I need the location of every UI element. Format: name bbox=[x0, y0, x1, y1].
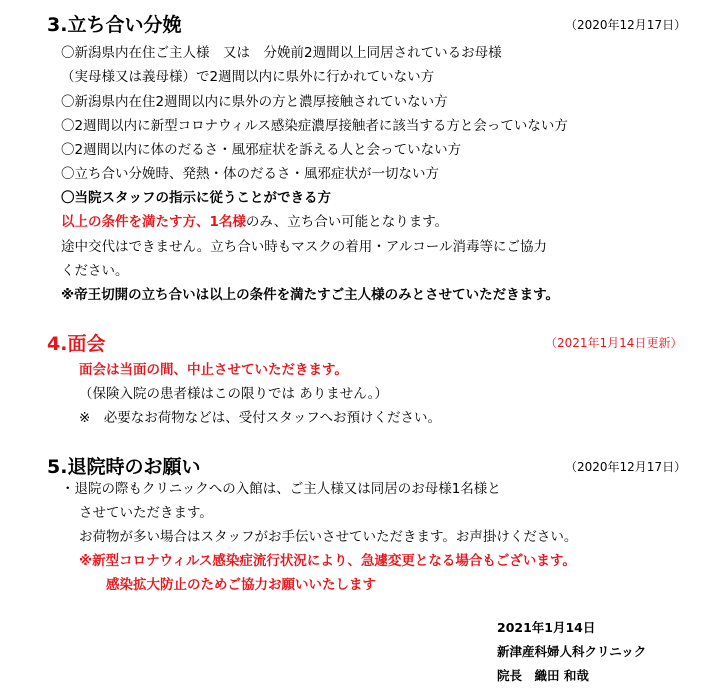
section4-suspended: 面会は当面の間、中止させていただきます。 bbox=[79, 362, 348, 378]
section3-note-1: 途中交代はできません。立ち合い時もマスクの着用・アルコール消毒等にご協力 bbox=[61, 239, 547, 255]
signature-date: 2021年1月14日 bbox=[497, 620, 596, 635]
section5-line-1: ・退院の際もクリニックへの入館は、ご主人様又は同居のお母様1名様と bbox=[61, 481, 501, 497]
section5-date: （2020年12月17日） bbox=[565, 460, 687, 474]
section3-line-2: （実母様又は義母様）で2週間以内に県外に行かれていない方 bbox=[61, 69, 435, 85]
section3-line-5: 〇2週間以内に体のだるさ・風邪症状を訴える人と会っていない方 bbox=[61, 142, 462, 158]
section5-cooperation: 感染拡大防止のためご協力お願いいたします bbox=[106, 577, 376, 593]
signature-clinic: 新津産科婦人科クリニック bbox=[497, 644, 647, 659]
signature-director: 院長 織田 和哉 bbox=[497, 668, 589, 683]
section3-date: （2020年12月17日） bbox=[565, 18, 687, 32]
section3-condition-rest: のみ、立ち合い可能となります。 bbox=[245, 214, 449, 230]
section5-heading: 5.退院時のお願い bbox=[47, 456, 201, 478]
section3-note-2: ください。 bbox=[61, 263, 129, 279]
section4-date: （2021年1月14日更新） bbox=[545, 336, 683, 350]
section3-staff-line: 〇当院スタッフの指示に従うことができる方 bbox=[61, 190, 331, 206]
section3-line-1: 〇新潟県内在住ご主人様 又は 分娩前2週間以上同居されているお母様 bbox=[61, 45, 502, 61]
section5-warning: ※新型コロナウィルス感染症流行状況により、急遽変更となる場合もございます。 bbox=[79, 553, 576, 569]
section3-condition bbox=[61, 210, 448, 230]
section3-line-4: 〇2週間以内に新型コロナウィルス感染症濃厚接触者に該当する方と会っていない方 bbox=[61, 118, 568, 134]
section5-line-2: させていただきます。 bbox=[79, 505, 213, 521]
section3-heading: 3.立ち合い分娩 bbox=[47, 14, 182, 36]
section3-condition-red: 以上の条件を満たす方、1名様 bbox=[61, 214, 246, 230]
section4-luggage: ※ 必要なお荷物などは、受付スタッフへお預けください。 bbox=[79, 410, 442, 426]
section3-caesarean-note: ※帝王切開の立ち合いは以上の条件を満たすご主人様のみとさせていただきます。 bbox=[61, 287, 560, 303]
section5-line-3: お荷物が多い場合はスタッフがお手伝いさせていただきます。お声掛けください。 bbox=[79, 529, 578, 545]
section3-line-6: 〇立ち合い分娩時、発熱・体のだるさ・風邪症状が一切ない方 bbox=[61, 166, 439, 182]
section3-line-3: 〇新潟県内在住2週間以内に県外の方と濃厚接触されていない方 bbox=[61, 94, 448, 110]
section4-heading: 4.面会 bbox=[47, 333, 106, 355]
section4-exception: （保険入院の患者様はこの限りでは ありません。） bbox=[79, 386, 388, 402]
